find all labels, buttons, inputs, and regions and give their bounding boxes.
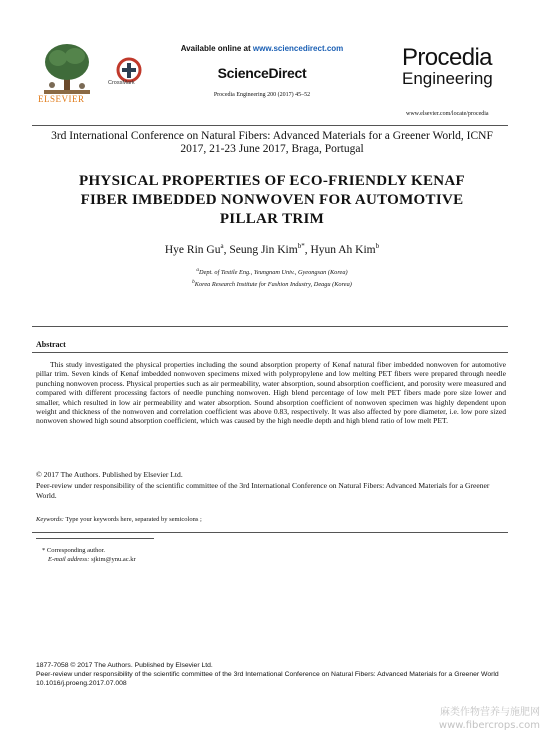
conference-info [36, 130, 508, 156]
header-rule [32, 125, 508, 126]
affiliation-mark: b [192, 278, 195, 285]
sciencedirect-link[interactable]: www.sciencedirect.com [252, 44, 344, 53]
footer-peer-review: Peer-review under responsibility of the scientific committee of the 3rd International Conference on Natural Fibers: Advanced Materials for a Greener World [36, 670, 499, 678]
abstract-heading-rule [32, 352, 508, 353]
issn-line: 1877-7058 © 2017 The Authors. Published by Elsevier Ltd. [36, 662, 213, 669]
conference-line-2: 2017, 21-23 June 2017, Braga, Portugal [180, 143, 364, 155]
paper-title [70, 172, 474, 229]
keywords-rule [32, 532, 508, 533]
journal-citation: Procedia Engineering 200 (2017) 45–52 [213, 92, 311, 98]
keywords [36, 516, 506, 523]
procedia-subtitle: Engineering [402, 69, 493, 88]
doi[interactable]: 10.1016/j.proeng.2017.07.008 [36, 679, 127, 687]
page-footer [36, 662, 506, 688]
author-name: Hye Rin Gu [164, 243, 221, 256]
corresponding-author-note [42, 546, 136, 564]
watermark-cn: 麻类作物营养与施肥网 [440, 707, 540, 718]
affiliation-item [36, 278, 508, 290]
abstract-heading: Abstract [36, 340, 66, 349]
sciencedirect-block [148, 44, 376, 98]
footnote-rule [36, 538, 154, 539]
author-list: Hye Rin Gu$^a$, Seung Jin Kim$^{b*}$, Hyun Ah Kim$^b$ [164, 242, 380, 256]
sciencedirect-wordmark: ScienceDirect [217, 65, 307, 81]
author-name: Hyun Ah Kim [310, 243, 376, 256]
author-affil-mark: b* [297, 242, 305, 250]
abstract-body: This study investigated the physical properties including the sound absorption property of Kenaf natural fiber imbedded nonwoven for automotive pillar trim. Seven kinds of Kenaf imbedded nonwoven specimens mixed with polypropylene and low melting PET fibers were prepared through needle punching nonwoven process. Physical properties such as air permeability, water absorption, sound absorption coefficient, and porosity were measured and compared with different processing factors of needle punching nonwoven. High blend percentage of low melt PET fibers made pore size lower and smaller, which resulted in low air permeability and water absorption. Sound absorption coefficient of nonwoven specimen was highly dependent upon weight and thickness of the nonwoven and correlation coefficient was above 0.83, respectively. It was also affected by pore diameter, i.e. low pore sized nonwoven showed high sound absorption coefficient, which was caused by the high needle depth and high blend ratio of low melt PET. [36, 360, 506, 426]
journal-url[interactable]: www.elsevier.com/locate/procedia [406, 111, 489, 117]
keywords-text: Type your keywords here, separated by semicolons ; [63, 516, 202, 523]
available-online [148, 44, 376, 53]
affiliations [36, 266, 508, 289]
crossmark-icon[interactable] [114, 52, 144, 92]
author-affil-mark: b [375, 242, 380, 250]
elsevier-wordmark: ELSEVIER [38, 94, 85, 104]
journal-header [30, 40, 514, 122]
author-name: Seung Jin Kim [229, 243, 298, 256]
peer-review-line: Peer-review under responsibility of the scientific committee of the 3rd International Conference on Natural Fibers: Advanced Materials for a Greener World. [36, 480, 490, 500]
watermark [439, 706, 540, 732]
corresponding-author-line: * Corresponding author. [42, 547, 106, 554]
email-line [42, 555, 136, 564]
email-label: E-mail address: [48, 556, 90, 563]
affiliation-item [36, 266, 508, 278]
watermark-url: www.fibercrops.com [438, 720, 540, 731]
affiliation-mark: a [196, 267, 200, 273]
procedia-logo [396, 40, 514, 117]
abstract-top-rule [32, 326, 508, 327]
copyright-block [36, 470, 506, 502]
author-affil-mark: a [220, 242, 224, 250]
keywords-label: Keywords: [36, 516, 64, 523]
available-prefix: Available online at [180, 44, 253, 53]
title-line-2: FIBER IMBEDDED NONWOVEN FOR AUTOMOTIVE [80, 192, 464, 208]
affiliation-text: Dept. of Textile Eng., Yeungnam Univ., Gyeongsan (Korea) [199, 269, 348, 277]
title-line-1: PHYSICAL PROPERTIES OF ECO-FRIENDLY KENAF [79, 173, 465, 189]
affiliation-text: Korea Research Institute for Fashion Industry, Deagu (Korea) [194, 280, 352, 288]
copyright-line: © 2017 The Authors. Published by Elsevier Ltd. [36, 470, 183, 479]
crossmark-label: CrossMark [108, 80, 135, 86]
title-line-3: PILLAR TRIM [219, 211, 325, 227]
procedia-title: Procedia [402, 44, 492, 71]
email-address[interactable]: sjkim@ynu.ac.kr [89, 556, 136, 563]
conference-line-1: 3rd International Conference on Natural Fibers: Advanced Materials for a Greener World, ICNF [51, 130, 493, 142]
